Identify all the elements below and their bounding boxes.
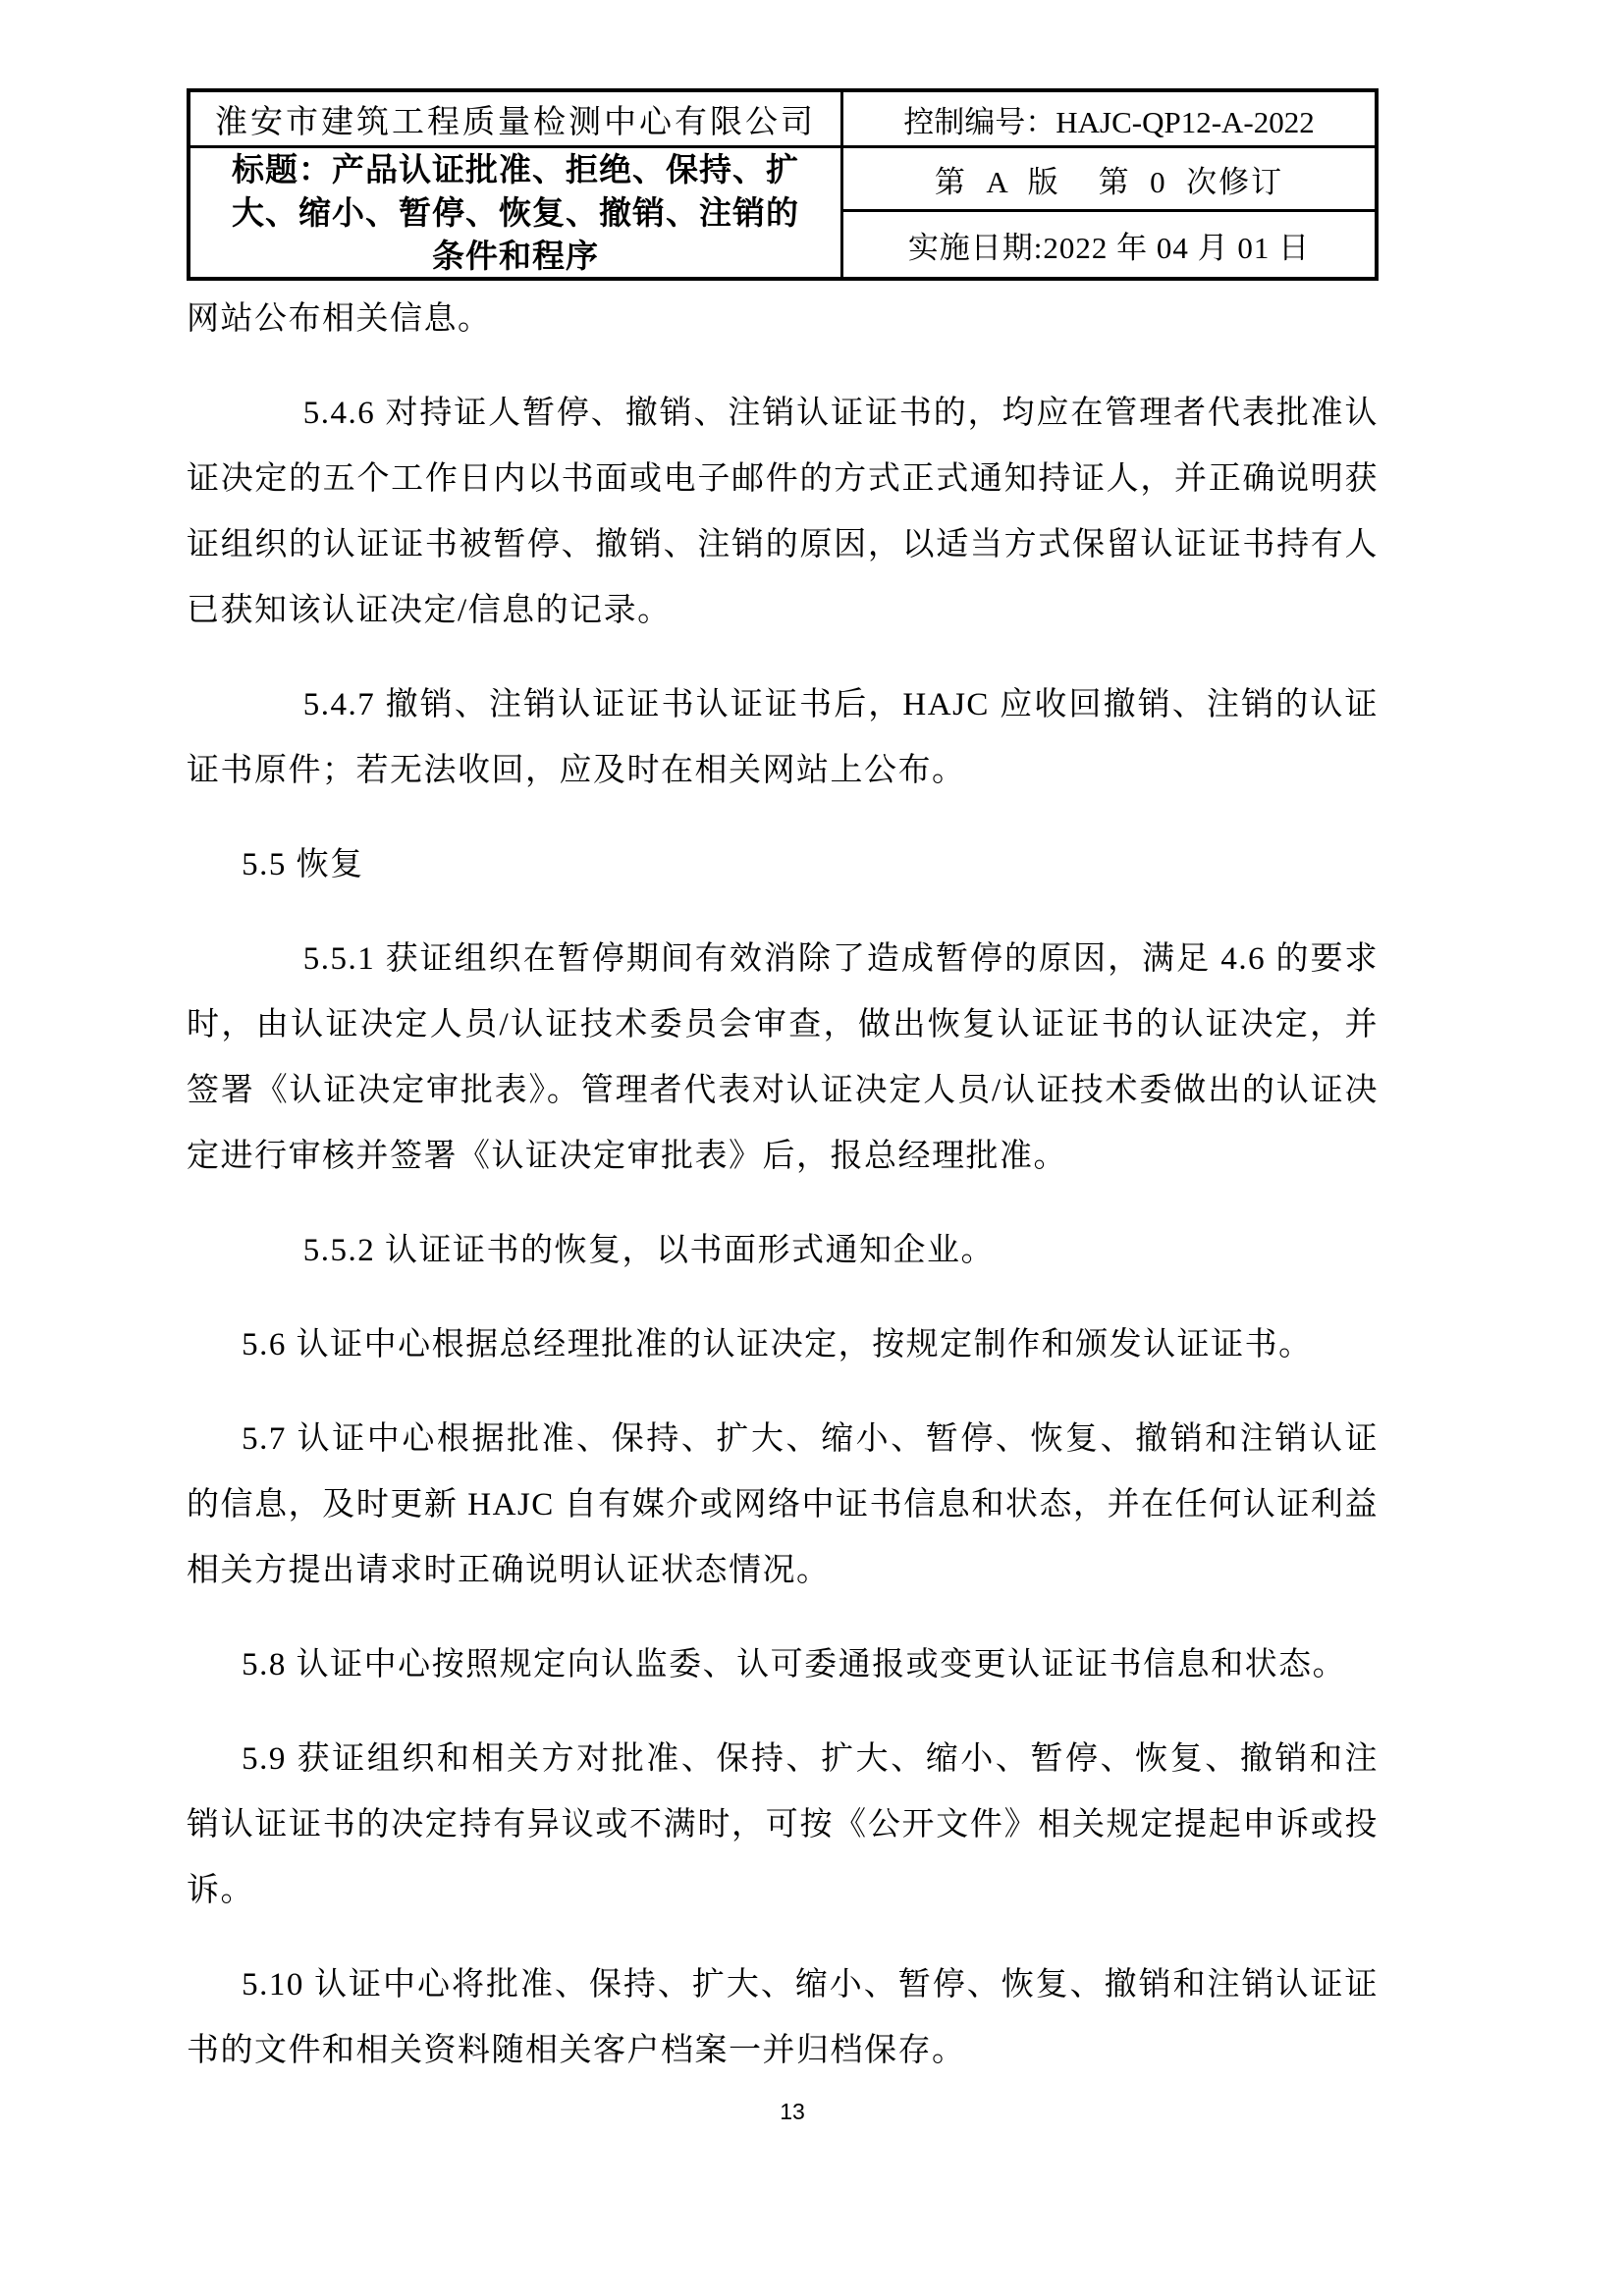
implementation-date: 实施日期:2022 年 04 月 01 日 [907, 230, 1311, 265]
control-number: 控制编号：HAJC-QP12-A-2022 [843, 92, 1375, 148]
page-number: 13 [780, 2099, 805, 2124]
paragraph: 5.5.2 认证证书的恢复，以书面形式通知企业。 [302, 1233, 996, 1268]
paragraph: 5.4.6 对持证人暂停、撤销、注销认证证书的，均应在管理者代表批准认证决定的五个工作日内以书面或电子邮件的方式正式通知持证人，并正确说明获证组织的认证证书被暂停、撤销、注销的原因，以适当方式保留认证证书持有人已获知该认证决定/信息的记录。 [187, 396, 1379, 628]
paragraph: 5.9 获证组织和相关方对批准、保持、扩大、缩小、暂停、恢复、撤销和注销认证证书的决定持有异议或不满时，可按《公开文件》相关规定提起申诉或投诉。 [187, 1741, 1379, 1908]
paragraph: 5.4.7 撤销、注销认证证书认证证书后，HAJC 应收回撤销、注销的认证证书原件；若无法收回，应及时在相关网站上公布。 [187, 687, 1379, 788]
paragraph: 5.7 认证中心根据批准、保持、扩大、缩小、暂停、恢复、撤销和注销认证的信息，及时更新 HAJC 自有媒介或网络中证书信息和状态，并在任何认证利益相关方提出请求时正确说明认证状态情况。 [187, 1421, 1379, 1588]
document-title-line: 标题：产品认证批准、拒绝、保持、扩 [232, 150, 799, 187]
document-title-line: 大、缩小、暂停、恢复、撤销、注销的 [232, 193, 799, 231]
paragraph: 5.6 认证中心根据总经理批准的认证决定，按规定制作和颁发认证证书。 [242, 1327, 1313, 1362]
document-body [187, 287, 1379, 2084]
document-title-line: 条件和程序 [432, 237, 599, 274]
document-header-table [187, 88, 1379, 281]
document-title [190, 148, 843, 277]
paragraph: 5.5 恢复 [242, 847, 364, 882]
paragraph: 5.8 认证中心按照规定向认监委、认可委通报或变更认证证书信息和状态。 [242, 1647, 1347, 1682]
paragraph: 网站公布相关信息。 [187, 301, 492, 337]
company-name: 淮安市建筑工程质量检测中心有限公司 [190, 92, 843, 148]
version-revision: 第 A 版 第 0 次修订 [843, 148, 1375, 212]
paragraph: 5.10 认证中心将批准、保持、扩大、缩小、暂停、恢复、撤销和注销认证证书的文件和相关资料随相关客户档案一并归档保存。 [187, 1967, 1379, 2068]
paragraph: 5.5.1 获证组织在暂停期间有效消除了造成暂停的原因，满足 4.6 的要求时，由认证决定人员/认证技术委员会审查，做出恢复认证证书的认证决定，并签署《认证决定审批表》。管理者代表对认证决定人员/认证技术委做出的认证决定进行审核并签署《认证决定审批表》后，报总经理批准。 [187, 941, 1379, 1174]
